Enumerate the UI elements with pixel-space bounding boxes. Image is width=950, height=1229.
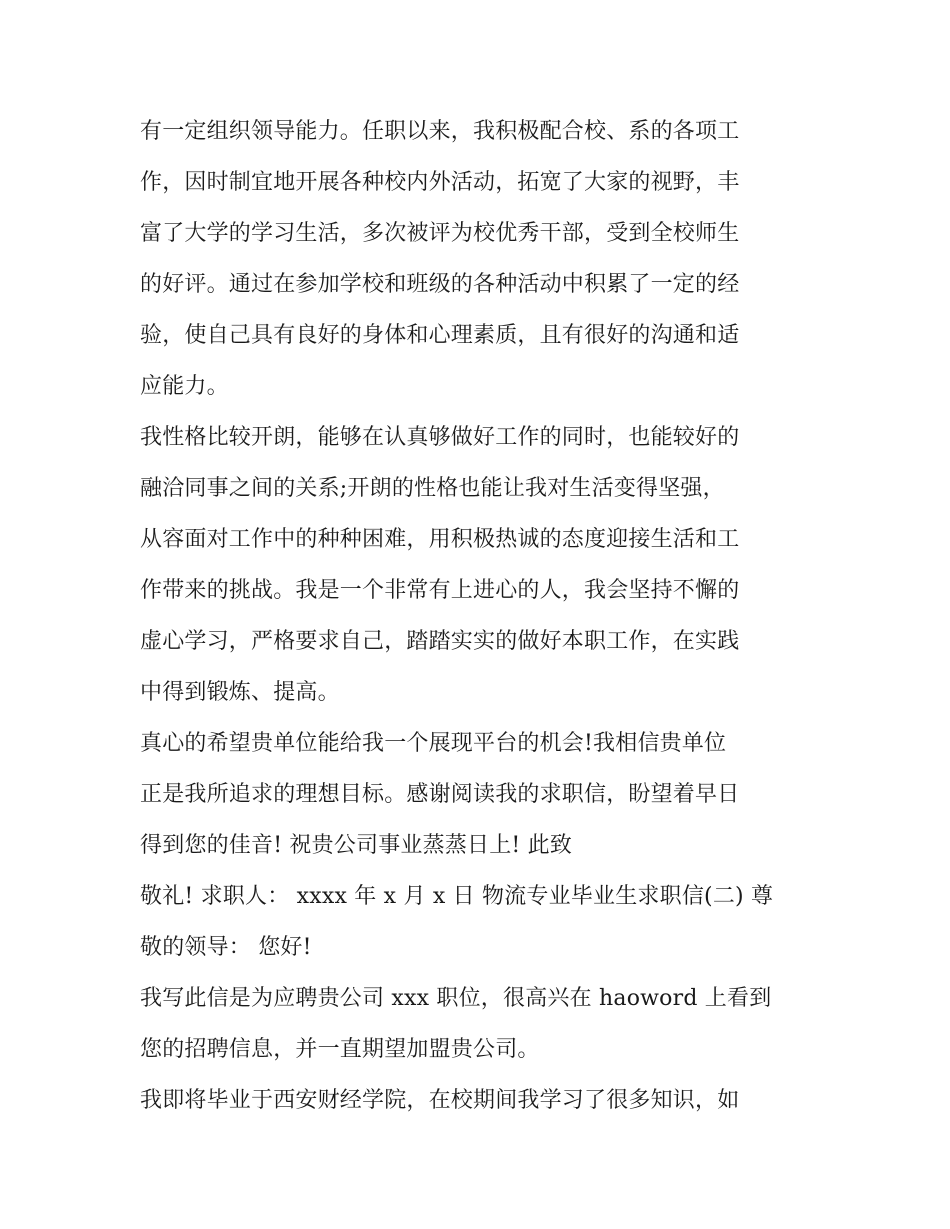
text-line: 得到您的佳音! 祝贵公司事业蒸蒸日上! 此致 (140, 833, 573, 858)
text-line: 中得到锻炼、提高。 (140, 680, 340, 705)
paragraph-personality (140, 412, 820, 718)
text-line: 富了大学的学习生活，多次被评为校优秀干部，受到全校师生 (140, 221, 740, 246)
paragraph-education (140, 1075, 820, 1126)
text-line: 作，因时制宜地开展各种校内外活动，拓宽了大家的视野，丰 (140, 170, 740, 195)
document-body (140, 106, 820, 1126)
text-line: 敬的领导： 您好! (140, 935, 312, 960)
text-line: 敬礼! 求职人： xxxx 年 x 月 x 日 物流专业毕业生求职信(二) 尊 (140, 884, 774, 909)
text-line: 应能力。 (140, 374, 229, 399)
text-line: 从容面对工作中的种种困难，用积极热诚的态度迎接生活和工 (140, 527, 740, 552)
text-line: 虚心学习，严格要求自己，踏踏实实的做好本职工作，在实践 (140, 629, 740, 654)
paragraph-application (140, 973, 820, 1075)
text-line: 融洽同事之间的关系;开朗的性格也能让我对生活变得坚强， (140, 476, 725, 501)
text-line: 作带来的挑战。我是一个非常有上进心的人，我会坚持不懈的 (140, 578, 740, 603)
text-line: 验，使自己具有良好的身体和心理素质，且有很好的沟通和适 (140, 323, 740, 348)
paragraph-closing (140, 718, 820, 871)
text-line: 真心的希望贵单位能给我一个展现平台的机会!我相信贵单位 (140, 731, 727, 756)
paragraph-leadership (140, 106, 820, 412)
paragraph-signature-greeting (140, 871, 820, 973)
text-line: 我写此信是为应聘贵公司 xxx 职位，很高兴在 haoword 上看到 (140, 986, 772, 1011)
text-line: 您的招聘信息，并一直期望加盟贵公司。 (140, 1037, 540, 1062)
text-line: 正是我所追求的理想目标。感谢阅读我的求职信，盼望着早日 (140, 782, 740, 807)
text-line: 的好评。通过在参加学校和班级的各种活动中积累了一定的经 (140, 272, 740, 297)
text-line: 我性格比较开朗，能够在认真够做好工作的同时，也能较好的 (140, 425, 740, 450)
text-line: 有一定组织领导能力。任职以来，我积极配合校、系的各项工 (140, 119, 740, 144)
text-line: 我即将毕业于西安财经学院，在校期间我学习了很多知识，如 (140, 1088, 740, 1113)
